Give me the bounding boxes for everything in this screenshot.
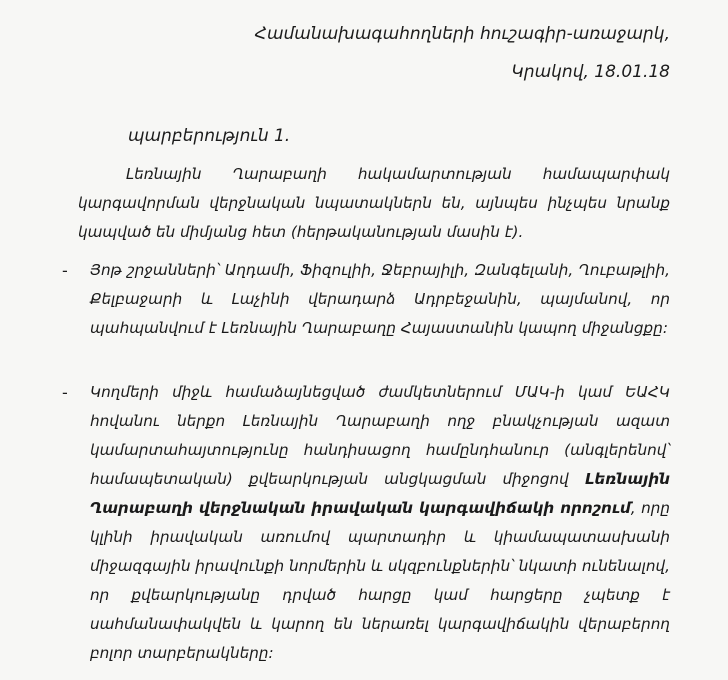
bullet-text-after: , որը կլինի իրավական առումով պարտադիր և կիամապատասխանի միջազգային իրավունքի նորմերին և սկզբունքներին՝ նկատի ունենալով, որ քվեարկությանը դրված հարցը կամ հարցերը չպետք է սահմանափակվեն և կարող են ներառել կարգավիճակին վերաբերող բոլոր տարբերակները: xyxy=(90,499,670,662)
memo-title: Համանախագահողների հուշագիր-առաջարկ, xyxy=(254,24,670,44)
paragraph-heading: պարբերություն 1. xyxy=(128,126,291,146)
bullet-text-bold: Լեռնային Ղարաբաղի վերջնական իրավական կարգավիճակի որոշում xyxy=(90,470,670,517)
bullet-text: Յոթ շրջանների՝ Աղդամի, Ֆիզուլիի, Ջեբրայիլի, Զանգելանի, Ղուբաթլիի, Քելբաջարի և Լաչինի վերադարձ Ադրբեջանին, պայմանով, որ պահպանվում է Լեռնային Ղարաբաղը Հայաստանին կապող միջանցքը: xyxy=(90,261,670,337)
intro-paragraph xyxy=(78,160,670,247)
bullet-text-before: Կողմերի միջև համաձայնեցված ժամկետներում ՄԱԿ-ի կամ ԵԱՀԿ հովանու ներքո Լեռնային Ղարաբաղի ողջ բնակչության ազատ կամարտահայտությունը հանդիսացող համընդհանուր (անգլերենով՝ համապետական) քվեարկության անցկացման միջոցով xyxy=(90,383,670,488)
bullet-dash: - xyxy=(62,261,68,280)
bullet-dash: - xyxy=(62,383,68,402)
bullet-text xyxy=(90,378,670,668)
place-date: Կրակով, 18.01.18 xyxy=(511,62,670,82)
intro-text: Լեռնային Ղարաբաղի հակամարտության համապարփակ կարգավորման վերջնական նպատակներն են, այնպես ինչպես նրանք կապված են միմյանց հետ (հերթականության մասին է). xyxy=(78,165,670,241)
